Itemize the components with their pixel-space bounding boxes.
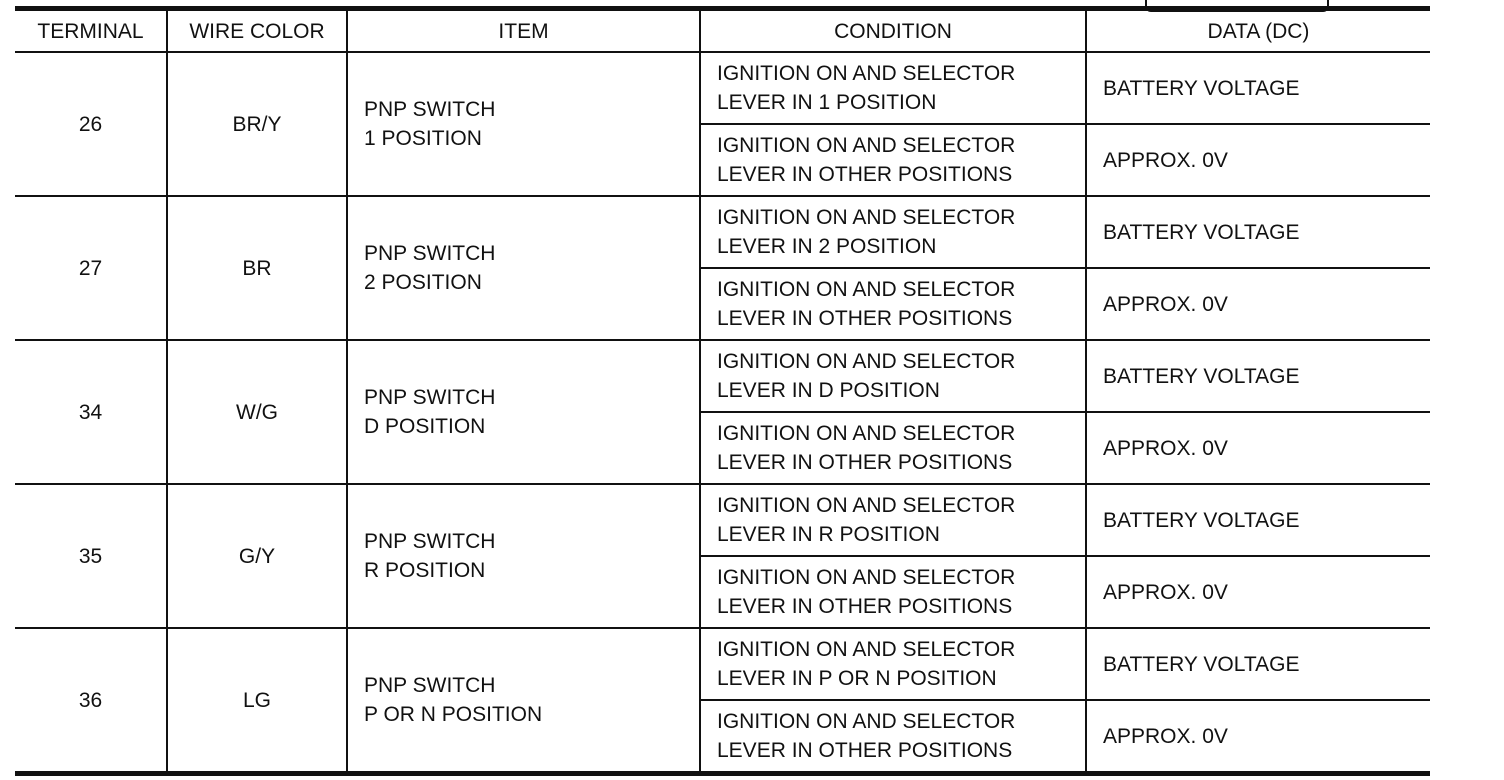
data-cell: BATTERY VOLTAGE xyxy=(1086,196,1430,268)
condition-cell xyxy=(700,628,1086,700)
wire-color-cell: W/G xyxy=(167,340,347,484)
item-line: 1 POSITION xyxy=(364,127,482,150)
condition-line: IGNITION ON AND SELECTOR xyxy=(717,422,1016,445)
terminal-cell: 36 xyxy=(15,628,167,774)
condition-cell xyxy=(700,412,1086,484)
condition-line: LEVER IN OTHER POSITIONS xyxy=(717,739,1013,762)
item-line: PNP SWITCH xyxy=(364,386,496,409)
item-line: 2 POSITION xyxy=(364,271,482,294)
terminal-cell: 26 xyxy=(15,52,167,196)
data-cell: APPROX. 0V xyxy=(1086,700,1430,774)
condition-line: LEVER IN OTHER POSITIONS xyxy=(717,595,1013,618)
condition-line: LEVER IN OTHER POSITIONS xyxy=(717,307,1013,330)
condition-cell xyxy=(700,556,1086,628)
cropped-callout-bracket xyxy=(1145,0,1329,12)
condition-line: IGNITION ON AND SELECTOR xyxy=(717,494,1016,517)
terminal-cell: 34 xyxy=(15,340,167,484)
wire-color-cell: G/Y xyxy=(167,484,347,628)
header-condition: CONDITION xyxy=(700,9,1086,53)
wire-color-cell: BR xyxy=(167,196,347,340)
item-line: PNP SWITCH xyxy=(364,242,496,265)
item-line: PNP SWITCH xyxy=(364,674,496,697)
wire-color-cell: BR/Y xyxy=(167,52,347,196)
wire-color-cell: LG xyxy=(167,628,347,774)
header-terminal: TERMINAL xyxy=(15,9,167,53)
item-cell xyxy=(347,628,700,774)
data-cell: APPROX. 0V xyxy=(1086,412,1430,484)
terminal-cell: 27 xyxy=(15,196,167,340)
item-cell xyxy=(347,52,700,196)
condition-cell xyxy=(700,340,1086,412)
condition-line: LEVER IN D POSITION xyxy=(717,379,940,402)
table-row xyxy=(15,340,1430,412)
condition-line: IGNITION ON AND SELECTOR xyxy=(717,638,1016,661)
data-cell: BATTERY VOLTAGE xyxy=(1086,484,1430,556)
condition-line: IGNITION ON AND SELECTOR xyxy=(717,710,1016,733)
table-row xyxy=(15,484,1430,556)
header-wire-color: WIRE COLOR xyxy=(167,9,347,53)
table-header-row xyxy=(15,9,1430,53)
table-row xyxy=(15,628,1430,700)
item-cell xyxy=(347,196,700,340)
condition-cell xyxy=(700,124,1086,196)
condition-line: LEVER IN 2 POSITION xyxy=(717,235,937,258)
terminal-cell: 35 xyxy=(15,484,167,628)
item-line: R POSITION xyxy=(364,559,486,582)
condition-line: IGNITION ON AND SELECTOR xyxy=(717,62,1016,85)
item-line: P OR N POSITION xyxy=(364,703,543,726)
condition-cell xyxy=(700,268,1086,340)
table-row xyxy=(15,196,1430,268)
condition-cell xyxy=(700,700,1086,774)
terminal-data-table xyxy=(15,6,1430,776)
condition-cell xyxy=(700,196,1086,268)
data-cell: APPROX. 0V xyxy=(1086,268,1430,340)
header-data: DATA (DC) xyxy=(1086,9,1430,53)
condition-cell xyxy=(700,52,1086,124)
condition-line: IGNITION ON AND SELECTOR xyxy=(717,134,1016,157)
condition-line: IGNITION ON AND SELECTOR xyxy=(717,350,1016,373)
table-row xyxy=(15,52,1430,124)
condition-line: LEVER IN OTHER POSITIONS xyxy=(717,163,1013,186)
condition-line: LEVER IN R POSITION xyxy=(717,523,940,546)
data-cell: BATTERY VOLTAGE xyxy=(1086,628,1430,700)
condition-line: IGNITION ON AND SELECTOR xyxy=(717,206,1016,229)
data-cell: APPROX. 0V xyxy=(1086,556,1430,628)
condition-line: LEVER IN P OR N POSITION xyxy=(717,667,997,690)
item-line: PNP SWITCH xyxy=(364,530,496,553)
data-cell: BATTERY VOLTAGE xyxy=(1086,340,1430,412)
item-line: D POSITION xyxy=(364,415,486,438)
condition-line: IGNITION ON AND SELECTOR xyxy=(717,278,1016,301)
item-cell xyxy=(347,484,700,628)
header-item: ITEM xyxy=(347,9,700,53)
condition-line: IGNITION ON AND SELECTOR xyxy=(717,566,1016,589)
item-line: PNP SWITCH xyxy=(364,98,496,121)
condition-line: LEVER IN 1 POSITION xyxy=(717,91,937,114)
data-cell: APPROX. 0V xyxy=(1086,124,1430,196)
condition-cell xyxy=(700,484,1086,556)
condition-line: LEVER IN OTHER POSITIONS xyxy=(717,451,1013,474)
terminal-data-table-wrapper xyxy=(15,6,1430,776)
item-cell xyxy=(347,340,700,484)
data-cell: BATTERY VOLTAGE xyxy=(1086,52,1430,124)
